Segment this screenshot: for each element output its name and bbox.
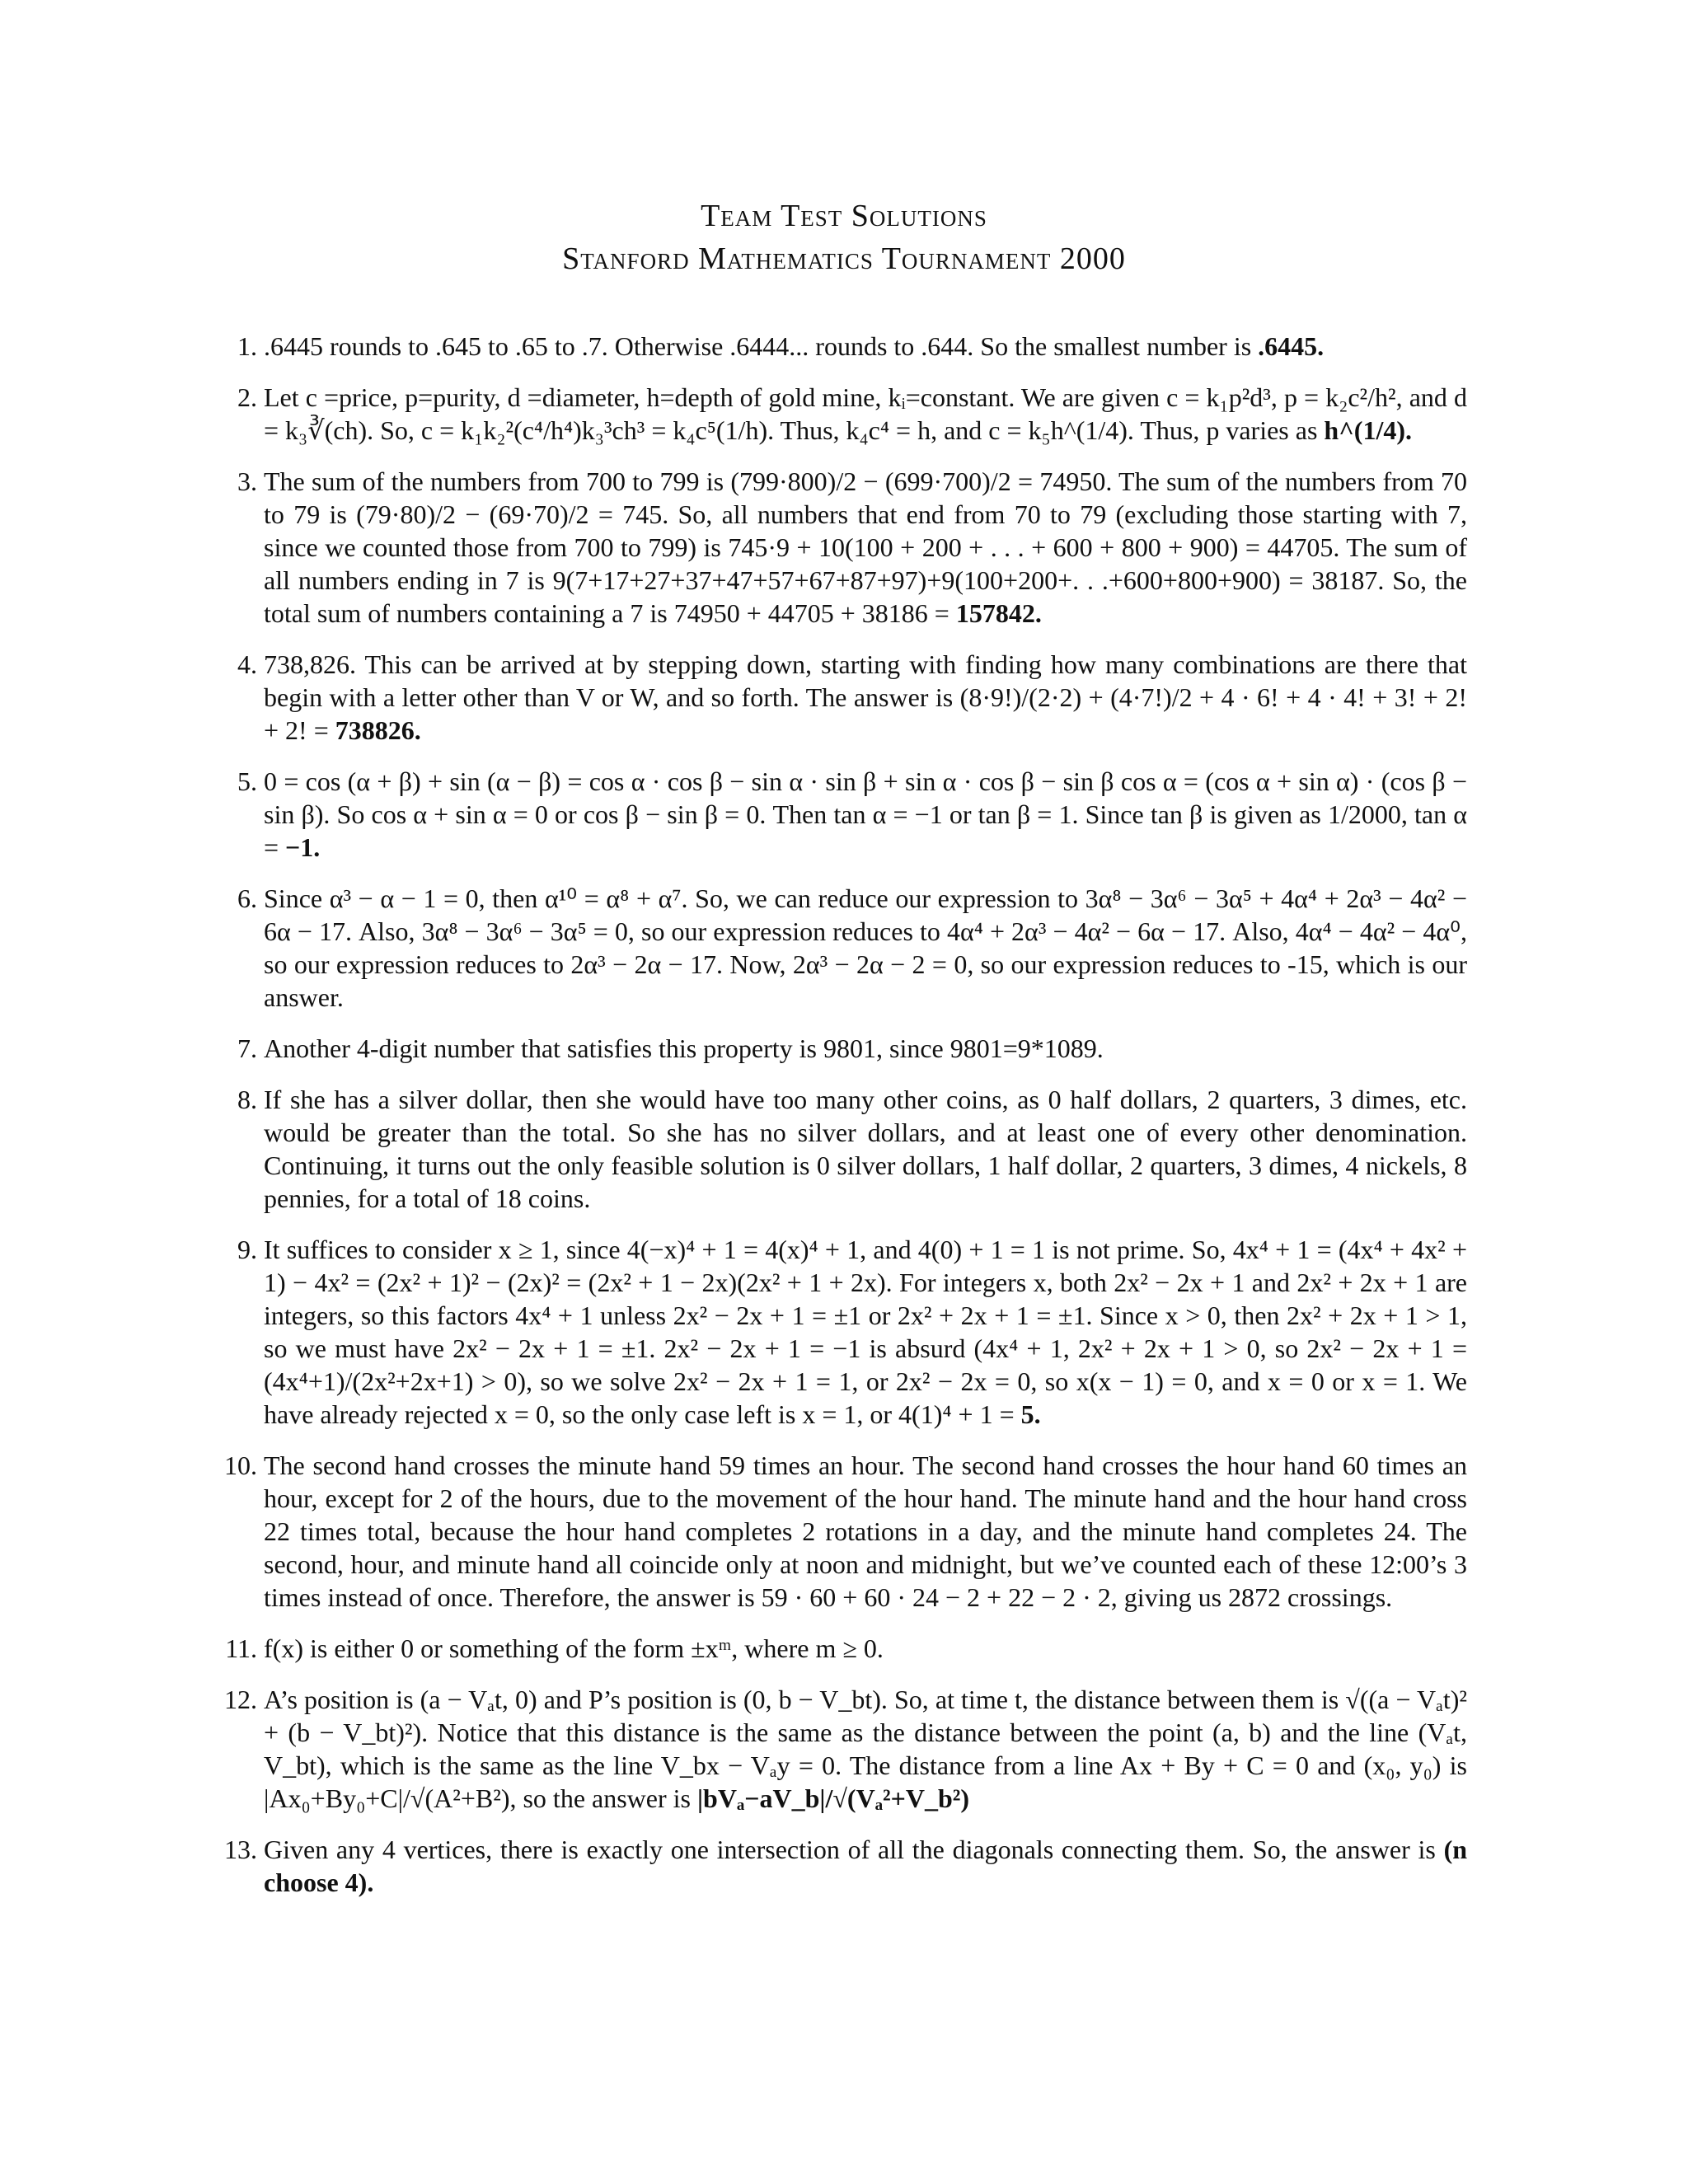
solution-number: 4. [237, 649, 257, 679]
solution-number: 1. [237, 331, 257, 361]
solution-text: The sum of the numbers from 700 to 799 is (799·800)/2 − (699·700)/2 = 74950. The sum of the numbers from 70 to 79 is (79·80)/2 − (69·70)/2 = 745. So, all numbers that end from 70 to 79 (excluding those starting with 7, since we counted those from 700 to 799) is 745·9 + 10(100 + 200 + . . . + 600 + 800 + 900) = 44705. The sum of all numbers ending in 7 is 9(7+17+27+37+47+57+67+87+97)+9(100+200+. . .+600+800+900) = 38187. So, the total sum of numbers containing a 7 is 74950 + 44705 + 38186 = 157842. [264, 466, 1467, 628]
title-block [0, 194, 1688, 280]
solution-number: 11. [225, 1633, 257, 1663]
solution-text: 0 = cos (α + β) + sin (α − β) = cos α · cos β − sin α · sin β + sin α · cos β − sin β cos α = (cos α + sin α) · (cos β − sin β). So cos α + sin α = 0 or cos β − sin β = 0. Then tan α = −1 or tan β = 1. Since tan β is given as 1/2000, tan α = −1. [264, 766, 1468, 862]
solution-answer: (n choose 4). [264, 1835, 1468, 1897]
solution-text: The second hand crosses the minute hand 59 times an hour. The second hand crosses the hour hand 60 times an hour, except for 2 of the hours, due to the movement of the hour hand. The minute hand and the hour hand cross 22 times total, because the hour hand completes 2 rotations in a day, and the minute hand completes 24. The second, hour, and minute hand all coincide only at noon and midnight, but we’ve counted each of these 12:00’s 3 times instead of once. Therefore, the answer is 59 · 60 + 60 · 24 − 2 + 22 − 2 · 2, giving us 2872 crossings. [264, 1451, 1467, 1612]
solution-text: .6445 rounds to .645 to .65 to .7. Otherwise .6444... rounds to .644. So the smallest number is .6445. [264, 331, 1325, 361]
solution-item [237, 1083, 1467, 1215]
title-line-2: Stanford Mathematics Tournament 2000 [562, 241, 1126, 276]
solution-answer: h^(1/4). [1324, 415, 1412, 445]
solution-number: 2. [237, 382, 257, 412]
solution-item [237, 381, 1467, 447]
solution-answer: 157842. [955, 598, 1042, 628]
solution-item [237, 882, 1467, 1014]
solution-text: Another 4-digit number that satisfies this property is 9801, since 9801=9*1089. [264, 1033, 1104, 1063]
solution-number: 10. [224, 1451, 257, 1480]
solution-text: Let c =price, p=purity, d =diameter, h=depth of gold mine, kᵢ=constant. We are given c = k₁p²d³, p = k₂c²/h², and d = k₃∛(ch). So, c = k₁k₂²(c⁴/h⁴)k₃³ch³ = k₄c⁵(1/h). Thus, k₄c⁴ = h, and c = k₅h^(1/4). Thus, p varies as h^(1/4). [264, 382, 1467, 445]
solution-text: f(x) is either 0 or something of the form ±xᵐ, where m ≥ 0. [264, 1633, 884, 1663]
solution-number: 8. [237, 1085, 257, 1114]
solution-item [237, 1233, 1467, 1431]
solution-text: It suffices to consider x ≥ 1, since 4(−x)⁴ + 1 = 4(x)⁴ + 1, and 4(0) + 1 = 1 is not prime. So, 4x⁴ + 1 = (4x⁴ + 4x² + 1) − 4x² = (2x² + 1)² − (2x)² = (2x² + 1 − 2x)(2x² + 1 + 2x). For integers x, both 2x² − 2x + 1 and 2x² + 2x + 1 are integers, so this factors 4x⁴ + 1 unless 2x² − 2x + 1 = ±1 or 2x² + 2x + 1 = ±1. Since x > 0, then 2x² + 2x + 1 > 1, so we must have 2x² − 2x + 1 = ±1. 2x² − 2x + 1 = −1 is absurd (4x⁴ + 1, 2x² + 2x + 1 > 0, so 2x² − 2x + 1 = (4x⁴+1)/(2x²+2x+1) > 0), so we solve 2x² − 2x + 1 = 1, or 2x² − 2x = 0, so x(x − 1) = 0, and x = 0 or x = 1. We have already rejected x = 0, so the only case left is x = 1, or 4(1)⁴ + 1 = 5. [264, 1235, 1467, 1429]
solution-answer: .6445. [1258, 331, 1325, 361]
solution-item [237, 1032, 1467, 1065]
solution-number: 3. [237, 466, 257, 496]
solution-item [224, 1683, 1467, 1815]
solution-number: 6. [237, 883, 257, 913]
solution-answer: |bVₐ−aV_b|/√(Vₐ²+V_b²) [696, 1783, 970, 1813]
solutions-list [224, 330, 1468, 1917]
solution-number: 13. [224, 1835, 257, 1864]
solution-text: Given any 4 vertices, there is exactly one intersection of all the diagonals connecting them. So, the answer is (n choose 4). [264, 1835, 1468, 1897]
solution-text: Since α³ − α − 1 = 0, then α¹⁰ = α⁸ + α⁷. So, we can reduce our expression to 3α⁸ − 3α⁶ − 3α⁵ + 4α⁴ + 2α³ − 4α² − 6α − 17. Also, 3α⁸ − 3α⁶ − 3α⁵ = 0, so our expression reduces to 4α⁴ + 2α³ − 4α² − 6α − 17. Also, 4α⁴ − 4α² − 4α⁰, so our expression reduces to 2α³ − 2α − 17. Now, 2α³ − 2α − 2 = 0, so our expression reduces to -15, which is our answer. [264, 883, 1467, 1012]
solution-item [224, 1833, 1468, 1899]
solution-number: 5. [237, 766, 257, 796]
solution-item [237, 330, 1467, 363]
solution-number: 9. [237, 1235, 257, 1264]
solution-number: 12. [224, 1685, 257, 1714]
solution-answer: −1. [285, 832, 321, 862]
solution-answer: 738826. [335, 715, 421, 745]
solution-answer: 5. [1020, 1399, 1041, 1429]
solution-item [237, 765, 1468, 864]
solution-item [237, 465, 1467, 630]
title-line-1: Team Test Solutions [701, 199, 987, 233]
solution-item [224, 1449, 1467, 1614]
solution-text: If she has a silver dollar, then she would have too many other coins, as 0 half dollars, 2 quarters, 3 dimes, etc. would be greater than the total. So she has no silver dollars, and at least one of every other denomination. Continuing, it turns out the only feasible solution is 0 silver dollars, 1 half dollar, 2 quarters, 3 dimes, 4 nickels, 8 pennies, for a total of 18 coins. [264, 1085, 1467, 1213]
solution-text: A’s position is (a − Vₐt, 0) and P’s position is (0, b − V_bt). So, at time t, the distance between them is √((a − Vₐt)² + (b − V_bt)²). Notice that this distance is the same as the distance between the point (a, b) and the line (Vₐt, V_bt), which is the same as the line V_bx − Vₐy = 0. The distance from a line Ax + By + C = 0 and (x₀, y₀) is |Ax₀+By₀+C|/√(A²+B²), so the answer is |bVₐ−aV_b|/√(Vₐ²+V_b²) [264, 1685, 1467, 1813]
solution-item [225, 1632, 1467, 1665]
solution-number: 7. [237, 1033, 257, 1063]
solution-text: 738,826. This can be arrived at by stepping down, starting with finding how many combinations are there that begin with a letter other than V or W, and so forth. The answer is (8·9!)/(2·2) + (4·7!)/2 + 4 · 6! + 4 · 4! + 3! + 2! + 2! = 738826. [264, 649, 1467, 745]
solution-item [237, 648, 1467, 747]
